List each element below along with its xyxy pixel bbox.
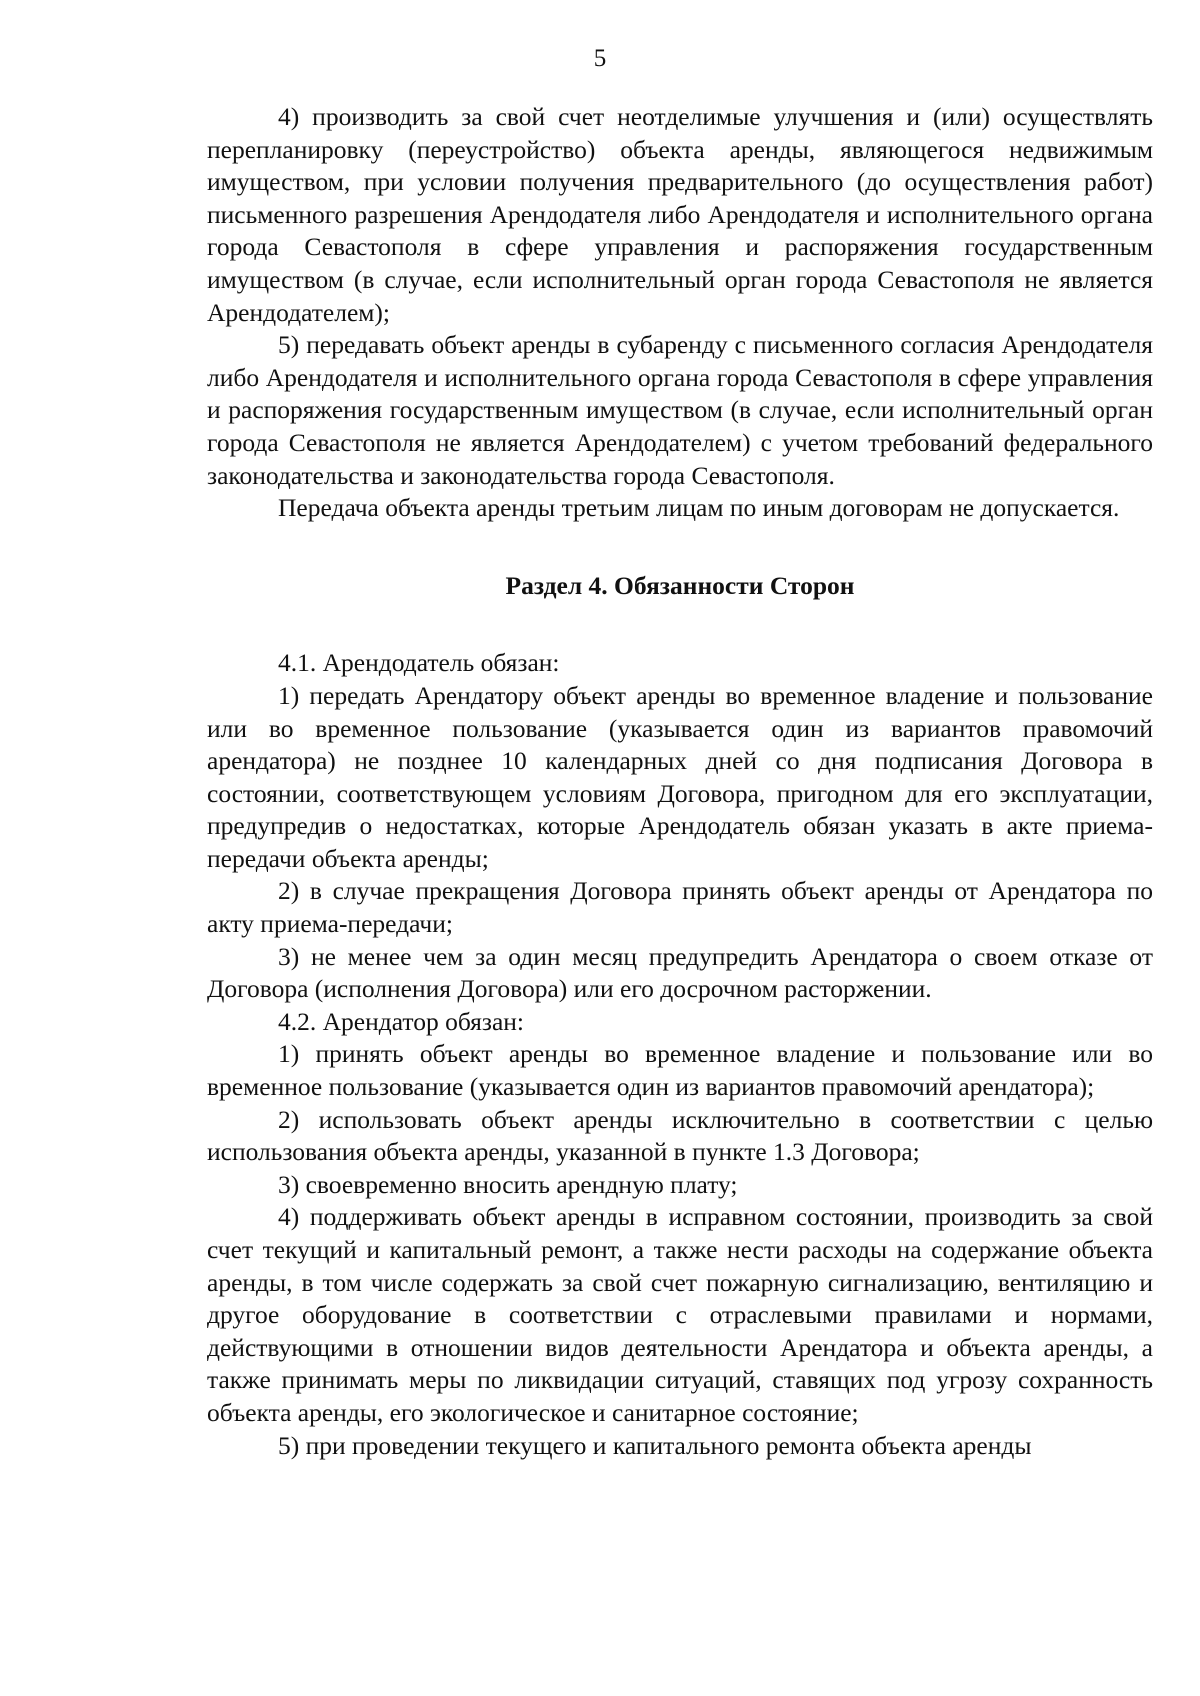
paragraph-4-1-item-2: 2) в случае прекращения Договора принять объект аренды от Арендатора по акту приема-передачи; [207, 876, 1153, 939]
paragraph-4-2-item-1: 1) принять объект аренды во временное владение и пользование или во временное пользование (указывается один из вариантов правомочий арендатора); [207, 1039, 1153, 1102]
paragraph-4-2-item-5: 5) при проведении текущего и капитального ремонта объекта аренды [278, 1430, 1032, 1460]
page-number: 5 [593, 45, 607, 72]
section-heading: Раздел 4. Обязанности Сторон [505, 570, 855, 600]
paragraph-clause-4: 4) производить за свой счет неотделимые улучшения и (или) осуществлять перепланировку (переустройство) объекта аренды, являющегося недвижимым имуществом, при условии получения предварительного (до осуществления работ) письменного разрешения Арендодателя либо Арендодателя и исполнительного органа города Севастополя в сфере управления и распоряжения государственным имуществом (в случае, если исполнительный орган города Севастополя не является Арендодателем); [207, 102, 1153, 327]
paragraph-4-1-item-1: 1) передать Арендатору объект аренды во временное владение и пользование или во временное пользование (указывается один из вариантов правомочий арендатора) не позднее 10 календарных дней со дня подписания Договора в состоянии, соответствующем условиям Договора, пригодном для его эксплуатации, предупредив о недостатках, которые Арендодатель обязан указать в акте приема-передачи объекта аренды; [207, 680, 1153, 873]
paragraph-4-2-heading: 4.2. Арендатор обязан: [278, 1006, 525, 1036]
paragraph-clause-5: 5) передавать объект аренды в субаренду с письменного согласия Арендодателя либо Арендодателя и исполнительного органа города Севастополя в сфере управления и распоряжения государственным имуществом (в случае, если исполнительный орган города Севастополя не является Арендодателем) с учетом требований федерального законодательства и законодательства города Севастополя. [207, 330, 1153, 490]
paragraph-4-1-heading: 4.1. Арендодатель обязан: [278, 648, 560, 678]
paragraph-4-2-item-4: 4) поддерживать объект аренды в исправном состоянии, производить за свой счет текущий и капитальный ремонт, а также нести расходы на содержание объекта аренды, в том числе содержать за свой счет пожарную сигнализацию, вентиляцию и другое оборудование в соответствии с отраслевыми правилами и нормами, действующими в отношении видов деятельности Арендатора и объекта аренды, а также принимать меры по ликвидации ситуаций, ставящих под угрозу сохранность объекта аренды, его экологическое и санитарное состояние; [207, 1202, 1153, 1427]
paragraph-transfer-restriction: Передача объекта аренды третьим лицам по иным договорам не допускается. [278, 493, 1120, 523]
paragraph-4-2-item-2: 2) использовать объект аренды исключительно в соответствии с целью использования объекта аренды, указанной в пункте 1.3 Договора; [207, 1104, 1153, 1167]
paragraph-4-2-item-3: 3) своевременно вносить арендную плату; [278, 1169, 738, 1199]
document-body [207, 101, 1153, 1462]
paragraph-4-1-item-3: 3) не менее чем за один месяц предупредить Арендатора о своем отказе от Договора (исполнения Договора) или его досрочном расторжении. [207, 941, 1153, 1004]
